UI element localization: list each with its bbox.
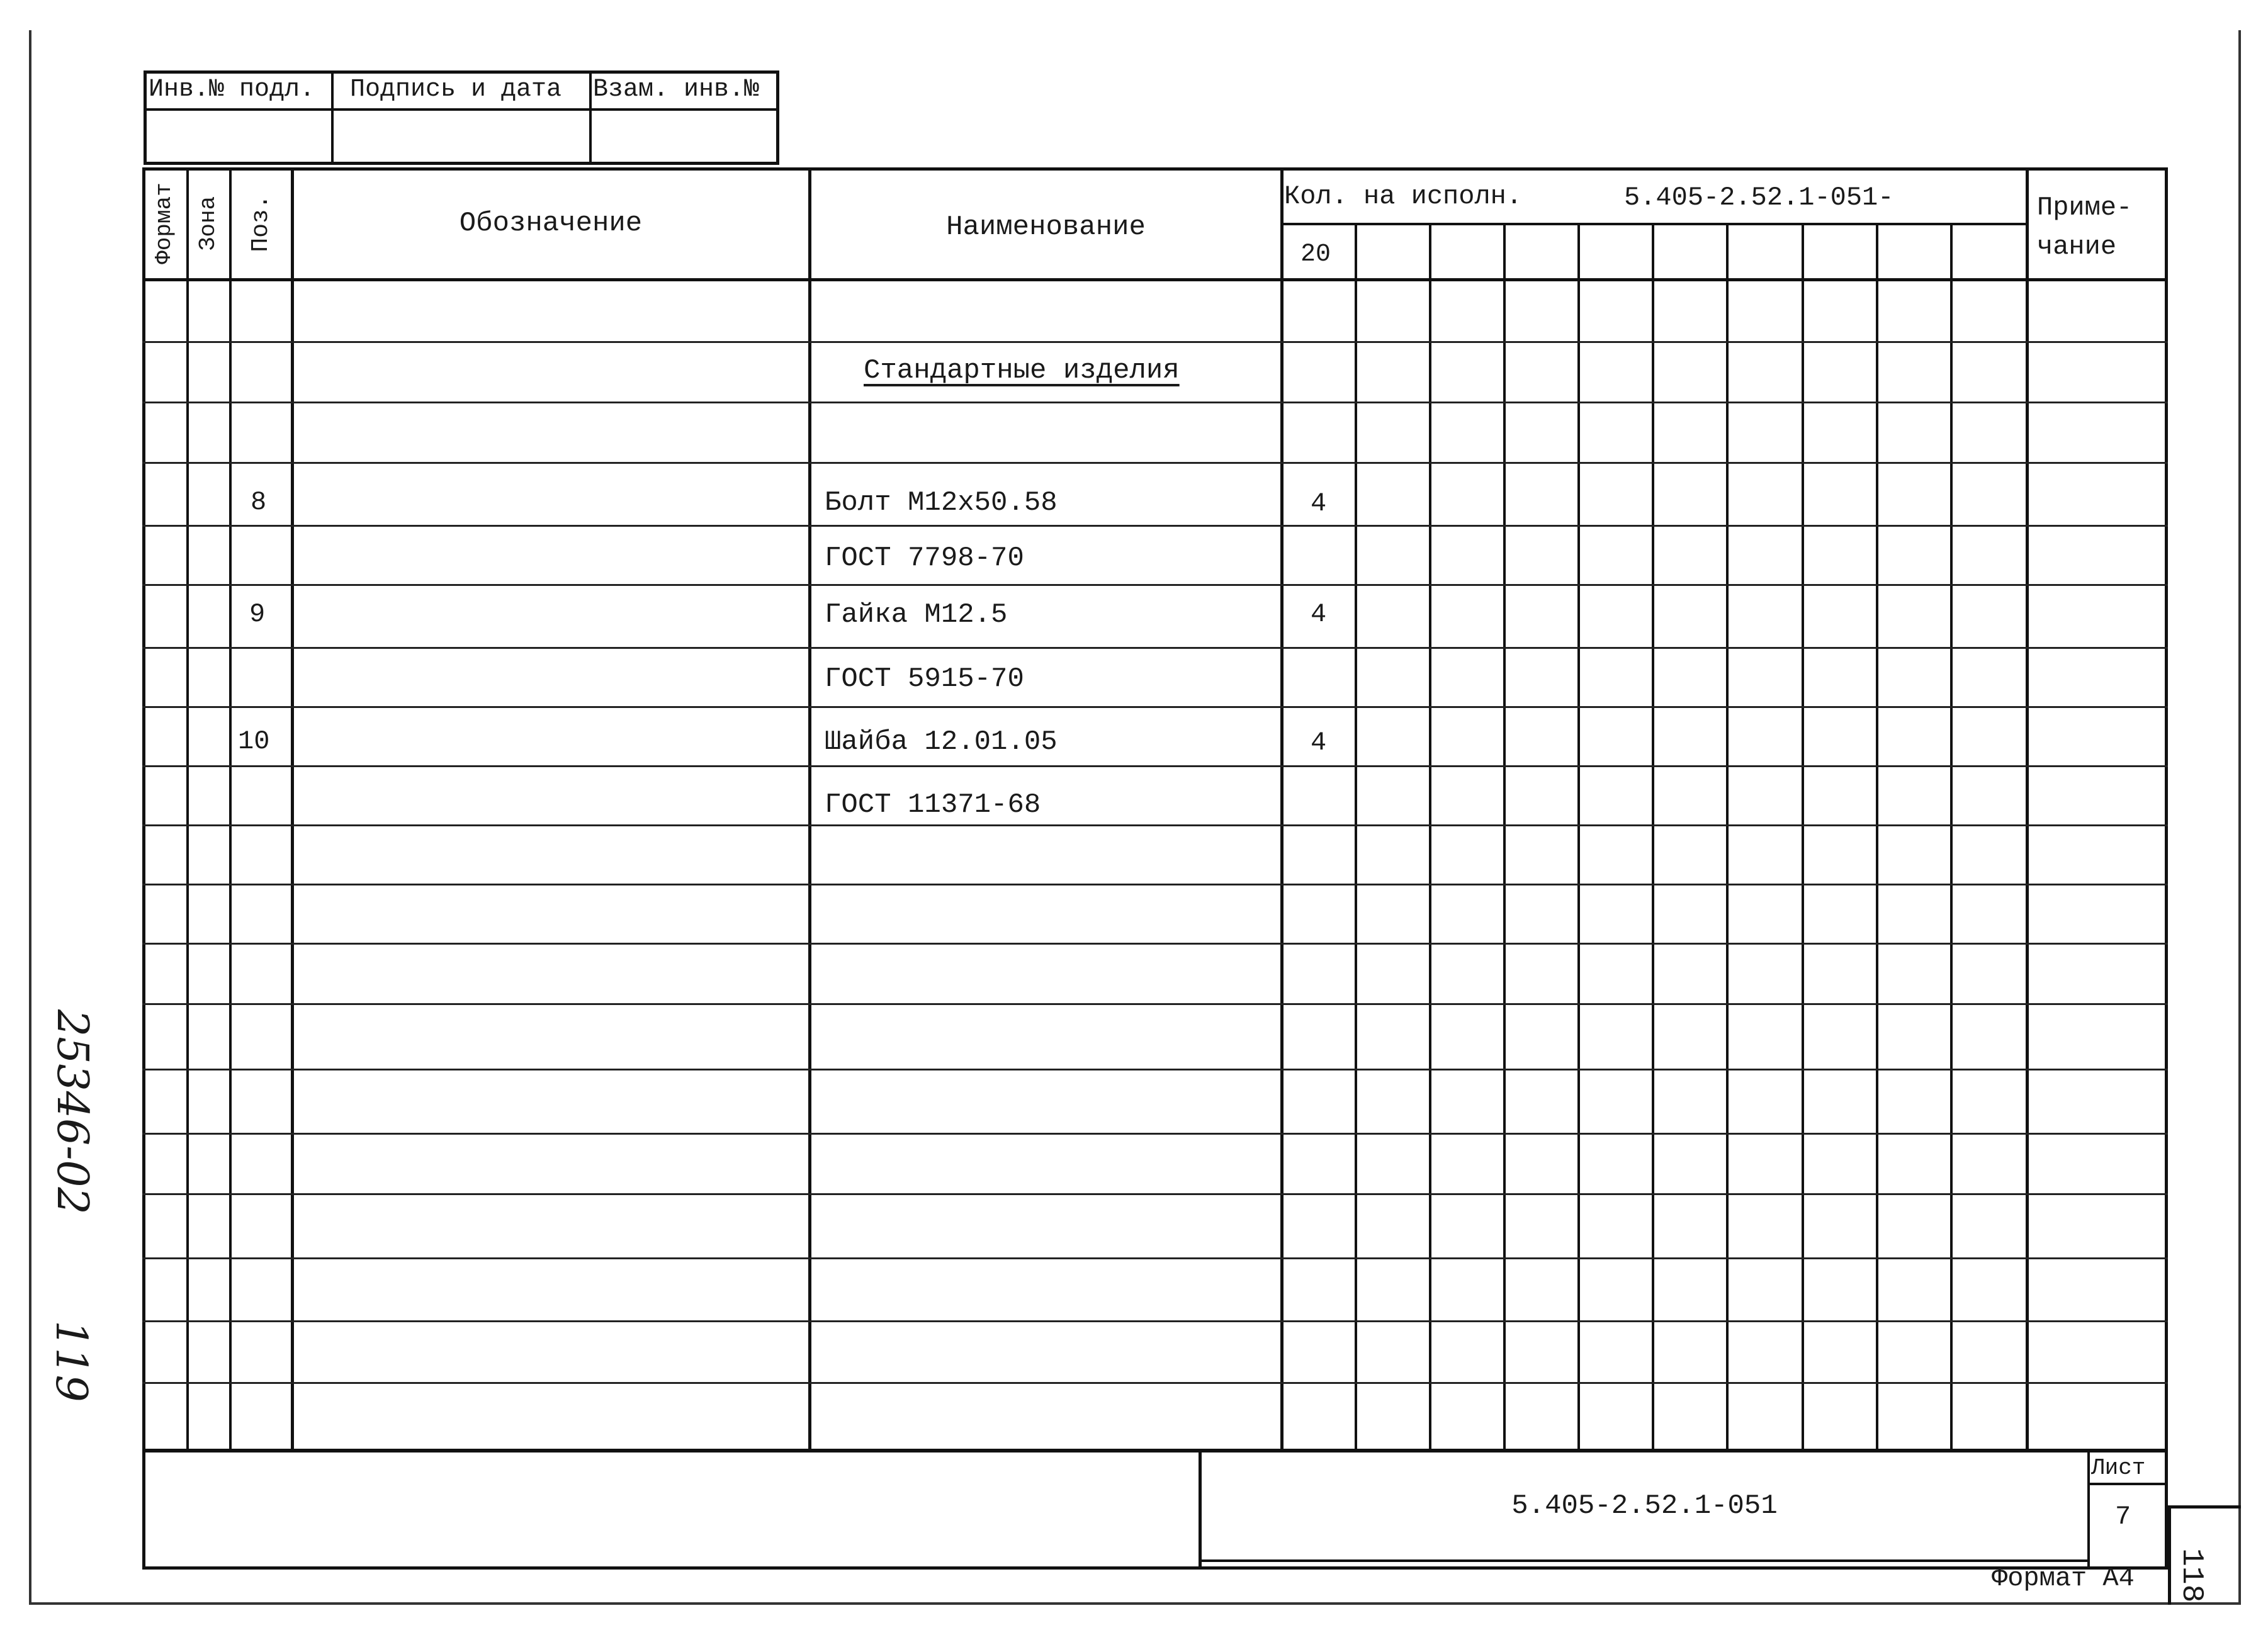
qty-sub-line-9 (1950, 224, 1953, 1452)
header-position: Поз. (247, 194, 274, 252)
header-qty-label: Кол. на исполн. (1284, 181, 1523, 211)
row-name: ГОСТ 11371-68 (825, 789, 1041, 821)
row-line (142, 584, 2168, 586)
header-note-line2: чание (2037, 232, 2117, 262)
col-line-designation (291, 167, 294, 1452)
format-label: Формат А4 (1992, 1563, 2135, 1593)
header-format: Формат (151, 183, 177, 264)
header-name: Наименование (946, 211, 1146, 243)
row-line (142, 1320, 2168, 1322)
approval-block-sep-2 (589, 70, 592, 165)
qty-sub-line-1 (1355, 224, 1357, 1452)
row-name: Шайба 12.01.05 (825, 726, 1058, 758)
row-name: Болт М12х50.58 (825, 487, 1058, 519)
header-zone: Зона (195, 196, 221, 251)
table-body-bottom-line (142, 1449, 2168, 1452)
approval-header-replacement: Взам. инв.№ (593, 76, 760, 104)
page-number: 118 (2174, 1548, 2208, 1603)
row-line (142, 1133, 2168, 1135)
col-line-qty (1280, 167, 1284, 1452)
row-line (142, 706, 2168, 708)
header-note-line1: Приме- (2037, 193, 2133, 223)
sheet-number: 7 (2115, 1502, 2131, 1532)
sheet-cell-left (2087, 1450, 2090, 1570)
row-name: ГОСТ 5915-70 (825, 663, 1024, 695)
row-quantity: 4 (1311, 599, 1327, 629)
row-position: 8 (251, 487, 267, 517)
row-line (142, 402, 2168, 403)
header-qty-variant: 20 (1300, 240, 1331, 269)
row-line (142, 765, 2168, 767)
row-line (142, 647, 2168, 649)
approval-header-signature: Подпись и дата (350, 76, 562, 104)
row-line (142, 1382, 2168, 1384)
document-code: 5.405-2.52.1-051 (1511, 1490, 1778, 1522)
archive-number: 25346-02 (47, 1009, 97, 1215)
qty-sub-line-3 (1503, 224, 1506, 1452)
approval-block-divider (144, 108, 779, 111)
row-line (142, 1003, 2168, 1005)
qty-sub-line-8 (1876, 224, 1878, 1452)
header-bottom-line (142, 278, 2168, 281)
row-line (142, 884, 2168, 885)
row-position: 9 (249, 599, 266, 629)
row-line (142, 1193, 2168, 1195)
approval-block-sep-1 (331, 70, 334, 165)
header-qty-doc: 5.405-2.52.1-051- (1624, 183, 1894, 213)
sheet-label: Лист (2091, 1455, 2146, 1481)
row-position: 10 (238, 726, 270, 756)
qty-sub-line-4 (1577, 224, 1580, 1452)
row-name: ГОСТ 7798-70 (825, 542, 1024, 574)
qty-header-divider (1280, 223, 2028, 225)
frame-right-line (2238, 30, 2241, 1605)
col-line-note (2026, 167, 2029, 1452)
col-line-name (808, 167, 811, 1452)
sheet-cell-divider (2087, 1483, 2168, 1485)
frame-bottom-line (29, 1602, 2241, 1605)
row-line (142, 1069, 2168, 1070)
archive-sheet: 119 (46, 1320, 96, 1402)
qty-sub-line-6 (1726, 224, 1729, 1452)
row-line (142, 462, 2168, 464)
col-line-pos (229, 167, 232, 1452)
header-designation: Обозначение (459, 208, 643, 239)
qty-sub-line-2 (1429, 224, 1431, 1452)
row-quantity: 4 (1311, 728, 1327, 758)
approval-header-inventory: Инв.№ подл. (149, 76, 315, 104)
qty-sub-line-7 (1802, 224, 1804, 1452)
row-name: Гайка М12.5 (825, 599, 1008, 631)
section-title: Стандартные изделия (864, 355, 1180, 386)
title-block-bottom-line (1199, 1559, 2090, 1562)
col-line-zone (186, 167, 189, 1452)
row-line (142, 1257, 2168, 1259)
frame-left-line (29, 30, 31, 1605)
row-line (142, 943, 2168, 945)
row-line (142, 824, 2168, 826)
row-quantity: 4 (1311, 488, 1327, 519)
row-line (142, 525, 2168, 527)
qty-sub-line-5 (1652, 224, 1654, 1452)
row-line (142, 341, 2168, 343)
